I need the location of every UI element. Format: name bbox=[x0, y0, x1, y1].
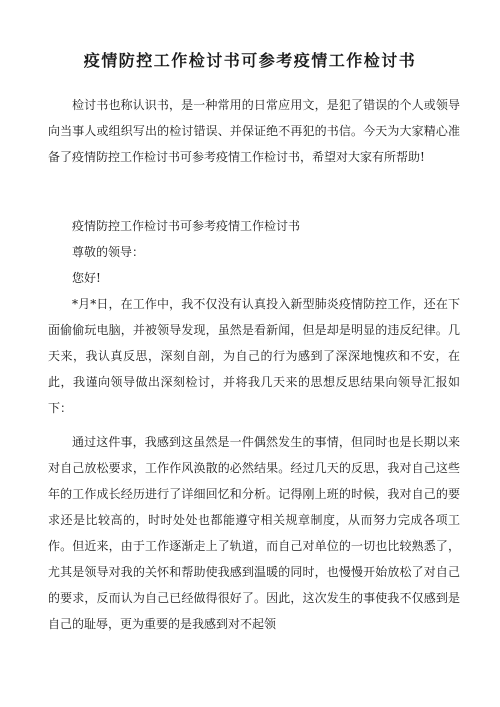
intro-paragraph: 检讨书也称认识书，是一种常用的日常应用文，是犯了错误的个人或领导向当事人或组织写出的检讨错误、并保证绝不再犯的书信。今天为大家精心准备了疫情防控工作检讨书可参考疫情工作检讨书，希望对大家有所帮助! bbox=[48, 98, 460, 164]
salutation-line: 尊敬的领导： bbox=[72, 245, 145, 259]
subtitle-line: 疫情防控工作检讨书可参考疫情工作检讨书 bbox=[72, 219, 301, 233]
body-paragraph-1: *月*日，在工作中，我不仅没有认真投入新型肺炎疫情防控工作，还在下面偷偷玩电脑，并被领导发现，虽然是看新闻，但是却是明显的违反纪律。几天来，我认真反思，深刻自剖，为自己的行为感到了深深地愧疚和不安，在此，我谨向领导做出深刻检讨，并将我几天来的思想反思结果向领导汇报如下： bbox=[48, 297, 460, 415]
document-title: 疫情防控工作检讨书可参考疫情工作检讨书 bbox=[83, 51, 417, 70]
body-paragraph-2: 通过这件事，我感到这虽然是一件偶然发生的事情，但同时也是长期以来对自己放松要求，工作作风涣散的必然结果。经过几天的反思，我对自己这些年的工作成长经历进行了详细回忆和分析。记得刚上班的时候，我对自己的要求还是比较高的，时时处处也都能遵守相关规章制度，从而努力完成各项工作。但近来，由于工作逐渐走上了轨道，而自己对单位的一切也比较熟悉了，尤其是领导对我的关怀和帮助使我感到温暖的同时，也慢慢开始放松了对自己的要求，反而认为自己已经做得很好了。因此，这次发生的事使我不仅感到是自己的耻辱，更为重要的是我感到对不起领 bbox=[48, 435, 460, 631]
greeting-line: 您好! bbox=[72, 271, 101, 285]
